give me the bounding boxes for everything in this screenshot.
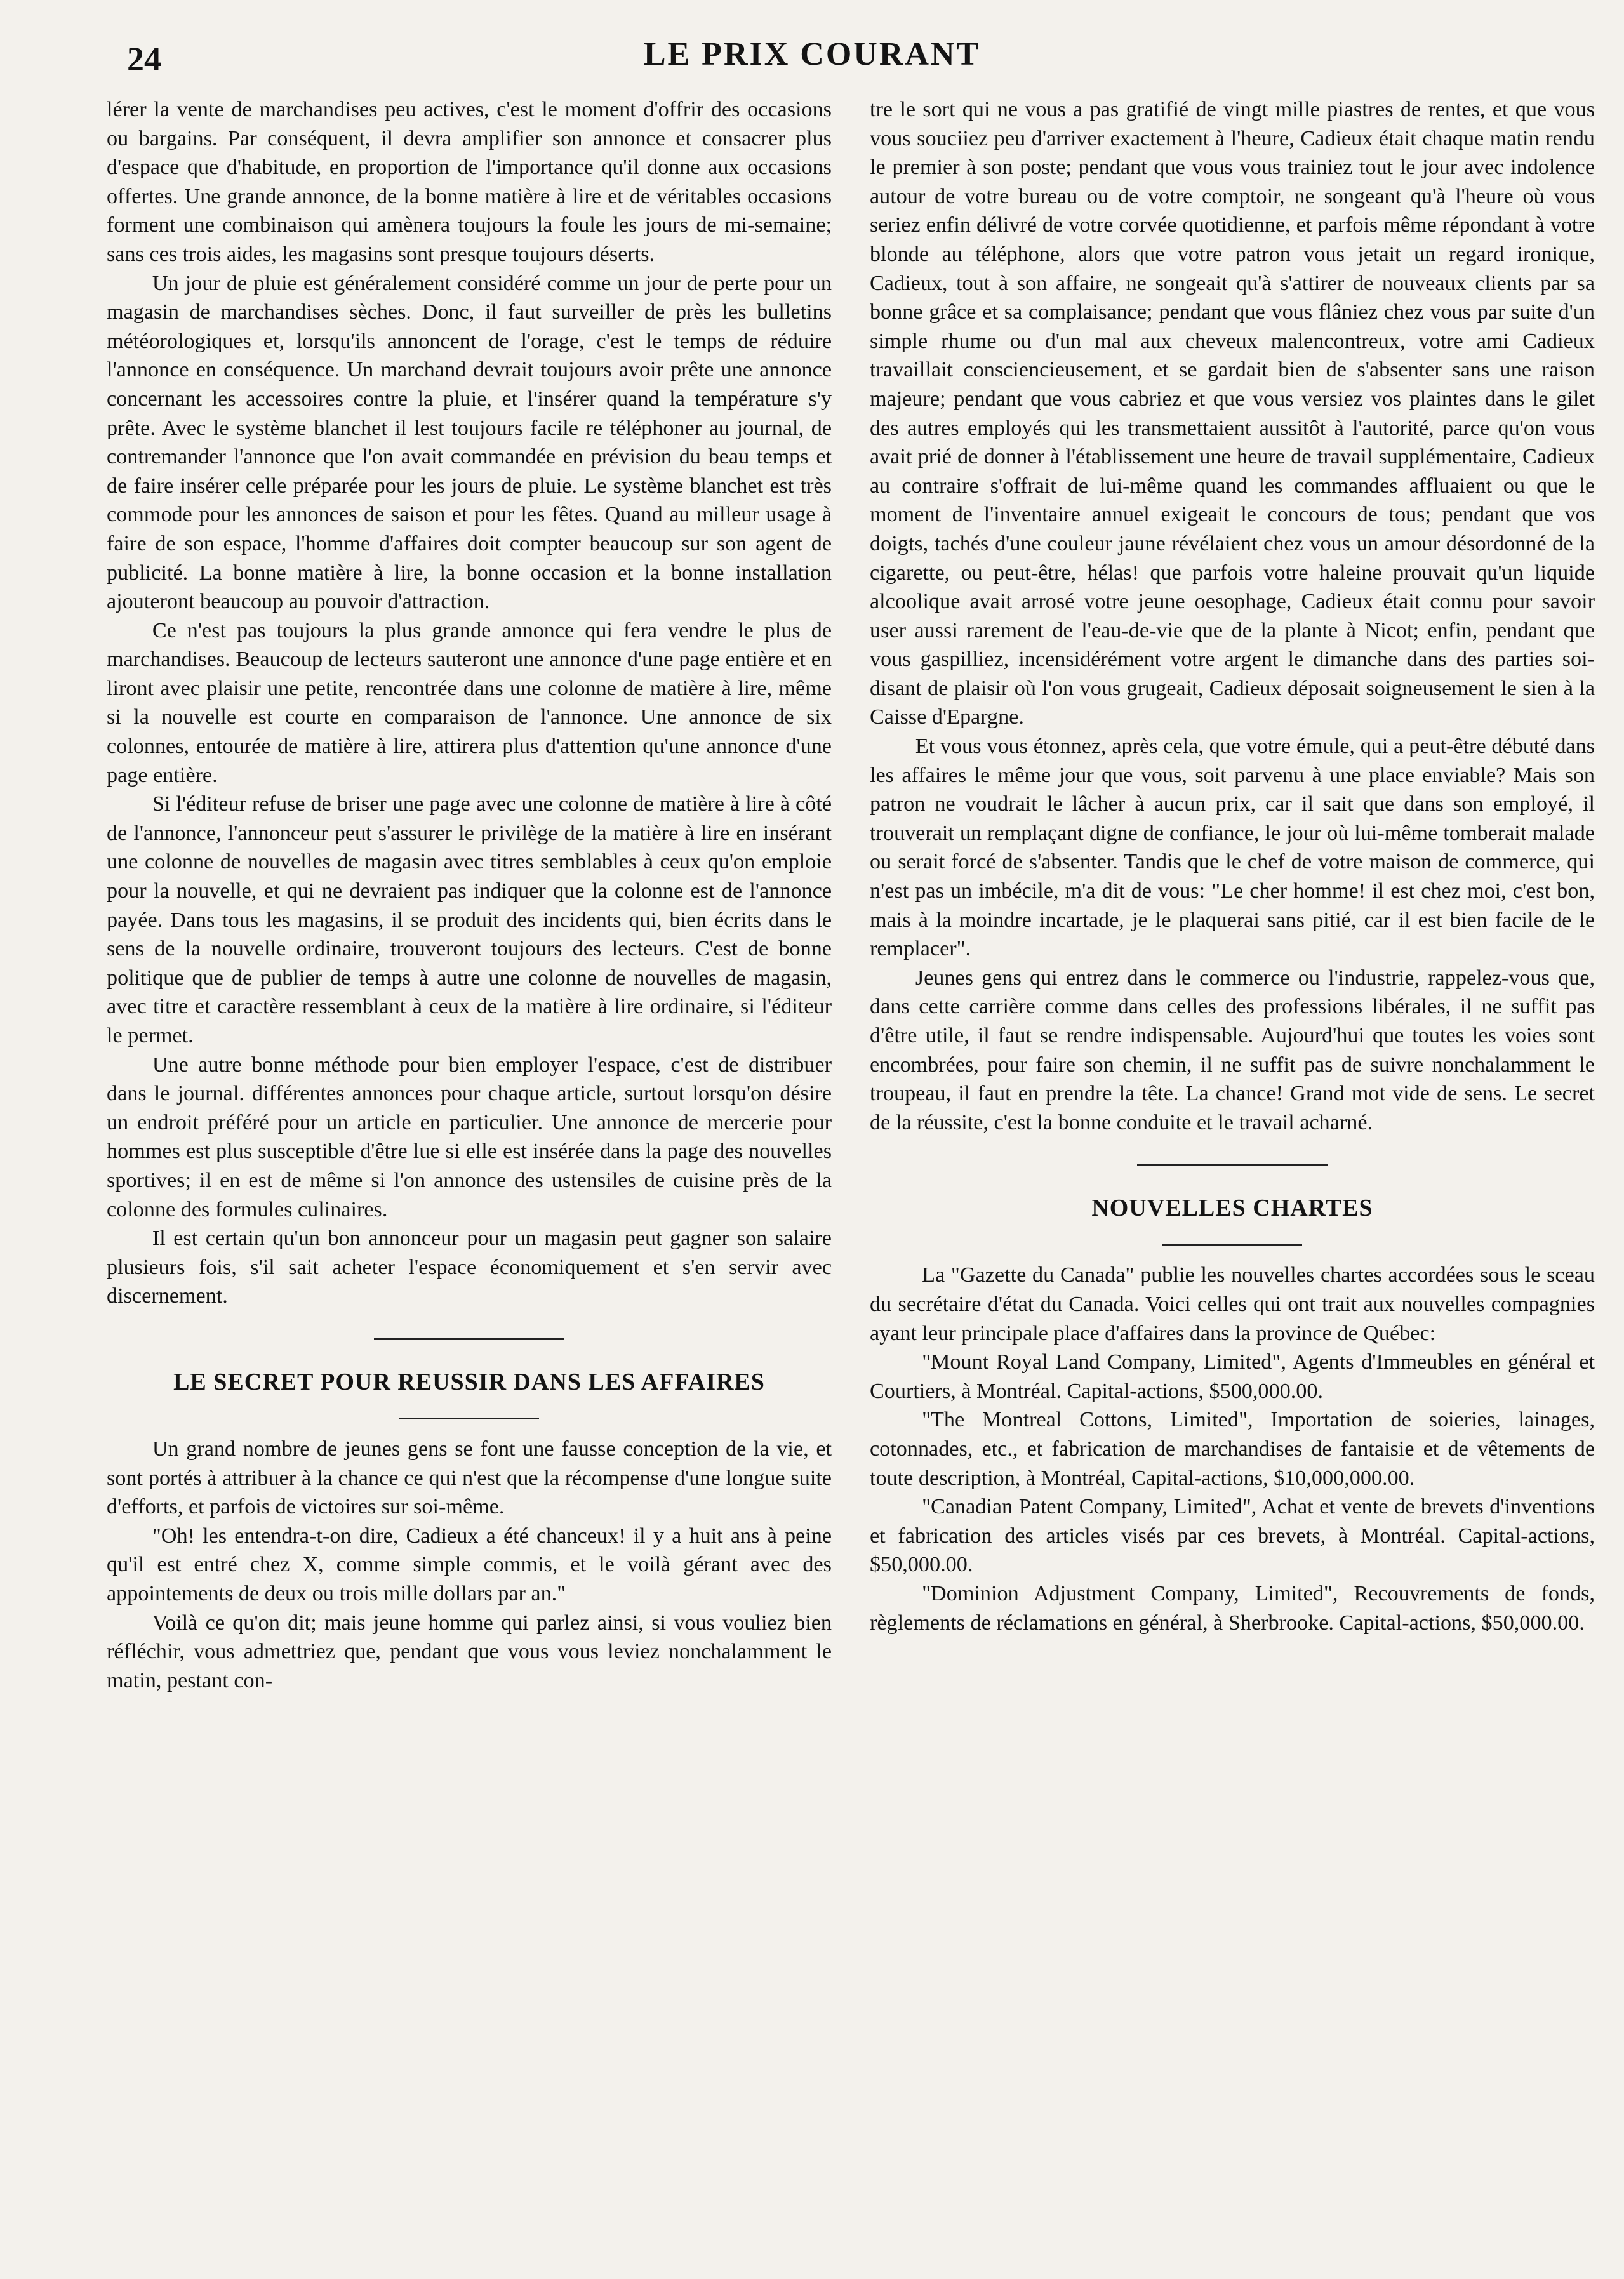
article-paragraph: Une autre bonne méthode pour bien employer l'espace, c'est de distribuer dans le journal. différentes annonces pour chaque article, surtout lorsqu'on désire un endroit préféré pour un article en particulier. Une annonce de mercerie pour hommes est plus susceptible d'être lue si elle est insérée dans la page des nouvelles sportives; il en est de même si l'on annonce des ustensiles de cuisine près de la colonne des formules culinaires. (107, 1053, 832, 1221)
charter-entry: "The Montreal Cottons, Limited", Importation de soieries, lainages, cotonnades, etc., et fabrication de marchandises de fantaisie et de vêtements de toute description, à Montréal, Capital-actions, $10,000,000.00. (870, 1408, 1595, 1490)
title-underline (399, 1418, 539, 1419)
article-paragraph: Et vous vous étonnez, après cela, que votre émule, qui a peut-être débuté dans les affaires le même jour que vous, soit parvenu à une place enviable? Mais son patron ne voudrait le lâcher à aucun prix, car il sait que dans son employé, il trouverait un remplaçant digne de confiance, le jour où lui-même tomberait malade ou serait forcé de s'absenter. Tandis que le chef de votre maison de commerce, qui n'est pas un imbécile, m'a dit de vous: "Le cher homme! il est chez moi, c'est bon, mais à la moindre incartade, je le plaquerai sans pitié, car il est bien facile de le remplacer". (870, 734, 1595, 961)
article-paragraph: "Oh! les entendra-t-on dire, Cadieux a été chanceux! il y a huit ans à peine qu'il est entré chez X, comme simple commis, et le voilà gérant avec des appointements de deux ou trois mille dollars par an." (107, 1524, 832, 1605)
page-number: 24 (127, 40, 161, 78)
charter-entry: "Dominion Adjustment Company, Limited", Recouvrements de fonds, règlements de réclamations en général, à Sherbrooke. Capital-actions, $50,000.00. (870, 1581, 1595, 1635)
article-paragraph: Ce n'est pas toujours la plus grande annonce qui fera vendre le plus de marchandises. Beaucoup de lecteurs sauteront une annonce d'une page entière et en liront avec plaisir une petite, rencontrée dans une colonne de matière à lire, même si la nouvelle est courte en comparaison de l'annonce. Une annonce de six colonnes, entourée de matière à lire, attirera plus d'attention qu'une annonce d'une page entière. (107, 618, 832, 787)
article-paragraph: tre le sort qui ne vous a pas gratifié de vingt mille piastres de rentes, et que vous vous souciiez peu d'arriver exactement à l'heure, Cadieux était chaque matin rendu le premier à son poste; pendant que vous vous trainiez tout le jour avec indolence autour de votre bureau ou de votre comptoir, ne songeant qu'à l'heure où vous seriez enfin délivré de votre corvée quotidienne, et parfois même répondant à votre blonde au téléphone, alors que votre patron vous jetait un regard ironique, Cadieux, tout à son affaire, ne songeait qu'à s'attirer de nouveaux clients par sa bonne grâce et sa complaisance; pendant que vous flâniez chez vous par suite d'un simple rhume ou d'un mal aux cheveux malencontreux, votre ami Cadieux travaillait consciencieusement, et se gardait bien de s'absenter sans une raison majeure; pendant que vous cabriez et que vous versiez vos plaintes dans le gilet des autres employés qui les transmettaient aussitôt à l'autorité, parce qu'on vous avait prié de donner à l'établissement une heure de travail supplémentaire, Cadieux au contraire s'offrait de lui-même quand les commandes affluaient ou que le moment de l'inventaire annuel exigeait le concours de tous; pendant que vos doigts, tachés d'une couleur jaune révélaient chez vous un amour désordonné de la cigarette, ou peut-être, hélas! que parfois votre haleine prouvait qu'un liquide alcoolique avait arrosé votre jeune oesophage, Cadieux était connu pour savoir user aussi rarement de l'eau-de-vie que de la plante à Nicot; enfin, pendant que vous gaspilliez, incensidérément votre argent le dimanche dans des parties soi-disant de plaisir où l'on vous grugeait, Cadieux déposait soigneusement le sien à la Caisse d'Epargne. (870, 98, 1595, 729)
page-header (0, 24, 1624, 78)
article-paragraph: Jeunes gens qui entrez dans le commerce ou l'industrie, rappelez-vous que, dans cette carrière comme dans celles des professions libérales, il ne suffit pas d'être utile, il faut se rendre indispensable. Aujourd'hui que toutes les voies sont encombrées, pour faire son chemin, il ne suffit pas de suivre nonchalamment le troupeau, il faut en prendre la tête. La chance! Grand mot vide de sens. Le secret de la réussite, c'est la bonne conduite et le travail acharné. (870, 966, 1595, 1134)
article-paragraph: Il est certain qu'un bon annonceur pour un magasin peut gagner son salaire plusieurs fois, s'il sait acheter l'espace économiquement et s'en servir avec discernement. (107, 1226, 832, 1308)
left-column (107, 95, 832, 1695)
charter-entry: "Canadian Patent Company, Limited", Achat et vente de brevets d'inventions et fabrication des articles visés par ces brevets, à Montréal. Capital-actions, $50,000.00. (870, 1495, 1595, 1577)
article-paragraph: Un jour de pluie est généralement considéré comme un jour de perte pour un magasin de marchandises sèches. Donc, il faut surveiller de près les bulletins météorologiques et, lorsqu'ils annoncent de l'orage, c'est le temps de réduire l'annonce en conséquence. Un marchand devrait toujours avoir prête une annonce concernant les accessoires contre la pluie, et l'insérer quand la température s'y prête. Avec le système blanchet il lest toujours facile re téléphoner au journal, de contremander l'annonce que l'on avait commandée en prévision du beau temps et de faire insérer celle préparée pour les jours de pluie. Le système blanchet est très commode pour les annonces de saison et pour les fêtes. Quand au milleur usage à faire de son espace, l'homme d'affaires doit compter beaucoup sur son agent de publicité. La bonne matière à lire, la bonne occasion et la bonne installation ajouteront beaucoup au pouvoir d'attraction. (107, 271, 832, 614)
section-divider (1137, 1164, 1328, 1166)
right-column (870, 95, 1595, 1637)
section-title-secret: LE SECRET POUR REUSSIR DANS LES AFFAIRES (173, 1368, 765, 1395)
article-paragraph: Voilà ce qu'on dit; mais jeune homme qui parlez ainsi, si vous vouliez bien réfléchir, vous admettriez que, pendant que vous vous leviez nonchalamment le matin, pestant con- (107, 1611, 832, 1692)
section-title-chartes: NOUVELLES CHARTES (1091, 1195, 1373, 1222)
journal-title: LE PRIX COURANT (643, 36, 981, 72)
charter-entry: "Mount Royal Land Company, Limited", Agents d'Immeubles en général et Courtiers, à Montréal. Capital-actions, $500,000.00. (870, 1350, 1595, 1403)
title-underline (1162, 1244, 1302, 1246)
article-paragraph: Si l'éditeur refuse de briser une page avec une colonne de matière à lire à côté de l'annonce, l'annonceur peut s'assurer le privilège de la matière à lire en insérant une colonne de nouvelles de magasin avec titres semblables à ceux qu'on emploie pour la nouvelle, et qui ne devraient pas indiquer que la colonne est de l'annonce payée. Dans tous les magasins, il se produit des incidents qui, bien écrits dans le sens de la nouvelle ordinaire, trouveront toujours des lecteurs. C'est de bonne politique que de publier de temps à autre une colonne de nouvelles de magasin, avec titre et caractère ressemblant à ceux de la matière à lire ordinaire, si l'éditeur le permet. (107, 792, 832, 1047)
charters-list (870, 1261, 1595, 1637)
charters-intro: La "Gazette du Canada" publie les nouvelles chartes accordées sous le sceau du secrétaire d'état du Canada. Voici celles qui ont trait aux nouvelles compagnies ayant leur principale place d'affaires dans la province de Québec: (870, 1263, 1595, 1345)
section-divider (374, 1338, 564, 1340)
article-paragraph: lérer la vente de marchandises peu actives, c'est le moment d'offrir des occasions ou bargains. Par conséquent, il devra amplifier son annonce et consacrer plus d'espace que d'habitude, en proportion de l'importance qu'il donne aux occasions offertes. Une grande annonce, de la bonne matière à lire et de véritables occasions forment une combinaison qui amènera toujours la foule les jours de mi-semaine; sans ces trois aides, les magasins sont presque toujours déserts. (107, 98, 832, 266)
article-paragraph: Un grand nombre de jeunes gens se font une fausse conception de la vie, et sont portés à attribuer à la chance ce qui n'est que la récompense d'une longue suite d'efforts, et parfois de victoires sur soi-même. (107, 1437, 832, 1519)
